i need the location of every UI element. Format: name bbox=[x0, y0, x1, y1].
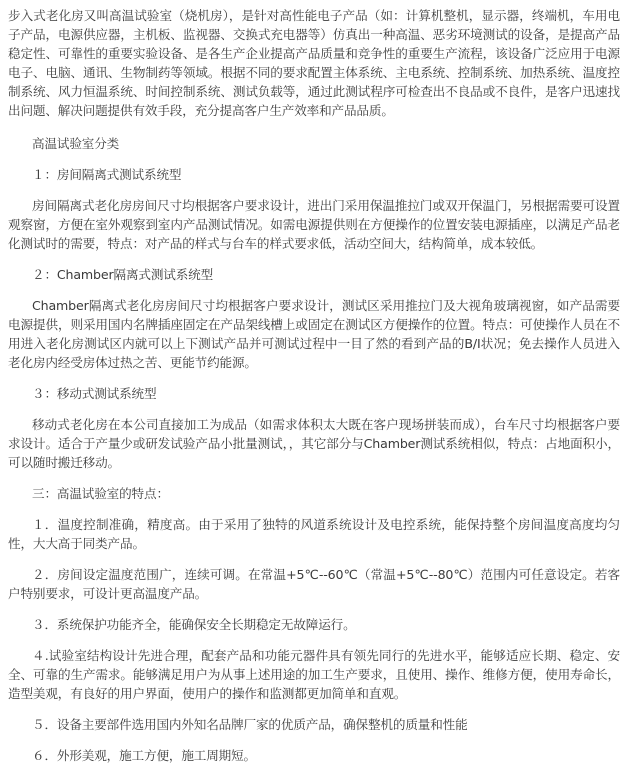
classification-heading: 高温试验室分类 bbox=[32, 136, 120, 151]
feature-item-2: ２．房间设定温度范围广，连续可调。在常温+5℃--60℃（常温+5℃--80℃）范围内可任意设定。若客户特别要求，可设计更高温度产品。 bbox=[8, 567, 620, 601]
feature-item-6: ６．外形美观，施工方便，施工周期短。 bbox=[32, 748, 256, 763]
section-title-chamber-isolation: ２：Chamber隔离式测试系统型 bbox=[32, 267, 214, 282]
section-body-chamber-isolation: Chamber隔离式老化房房间尺寸均根据客户要求设计，测试区采用推拉门及大视角玻璃视窗，如产品需要电源提供，则采用国内名牌插座固定在产品架线槽上或固定在测试区方便操作的位置。特点：可使操作人员在不用进入老化房测试区内就可以上下测试产品并可测试过程中一目了然的看到产品的B/I状况；免去操作人员进入老化房内经受房体过热之苦、更能节约能源。 bbox=[8, 298, 620, 370]
intro-paragraph: 步入式老化房又叫高温试验室（烧机房），是针对高性能电子产品（如：计算机整机，显示器，终端机，车用电子产品，电源供应器，主机板、监视器、交换式充电器等）仿真出一种高温、恶劣环境测试的设备，是提高产品稳定性、可靠性的重要实验设备、是各生产企业提高产品质量和竞争性的重要生产流程，该设备广泛应用于电源电子、电脑、通讯、生物制药等领域。根据不同的要求配置主体系统、主电系统、控制系统、加热系统、温度控制系统、风力恒温系统、时间控制系统、测试负载等，通过此测试程序可检查出不良品或不良件，是客户迅速找出问题、解决问题提供有效手段，充分提高客户生产效率和产品品质。 bbox=[8, 8, 620, 118]
features-title: 三：高温试验室的特点： bbox=[32, 486, 169, 501]
section-body-room-isolation: 房间隔离式老化房房间尺寸均根据客户要求设计，进出门采用保温推拉门或双开保温门，另根据需要可设置观察窗，方便在室外观察到室内产品测试情况。如需电源提供则在方便操作的位置安装电源插座，以满足产品老化测试时的需要，特点：对产品的样式与台车的样式要求低，活动空间大，结构简单，成本较低。 bbox=[8, 198, 620, 251]
section-body-mobile: 移动式老化房在本公司直接加工为成品（如需求体积太大既在客户现场拼装而成），台车尺寸均根据客户要求设计。适合于产量少或研发试验产品小批量测试，，其它部分与Chamber测试系统相似，特点：占地面积小，可以随时搬迁移动。 bbox=[8, 417, 620, 470]
section-title-mobile: ３：移动式测试系统型 bbox=[32, 386, 157, 401]
feature-item-1: １．温度控制准确，精度高。由于采用了独特的风道系统设计及电控系统，能保持整个房间温度高度均匀性，大大高于同类产品。 bbox=[8, 517, 620, 551]
feature-item-3: ３．系统保护功能齐全，能确保安全长期稳定无故障运行。 bbox=[32, 617, 356, 632]
section-title-room-isolation: １：房间隔离式测试系统型 bbox=[32, 167, 182, 182]
feature-item-4: ４.试验室结构设计先进合理，配套产品和功能元器件具有领先同行的先进水平，能够适应长期、稳定、安全、可靠的生产需求。能够满足用户为从事上述用途的加工生产要求，且使用、操作、维修方便，使用寿命长，造型美观，有良好的用户界面，使用户的操作和监测都更加简单和直观。 bbox=[8, 648, 620, 701]
feature-item-5: ５．设备主要部件选用国内外知名品牌厂家的优质产品，确保整机的质量和性能 bbox=[32, 717, 468, 732]
